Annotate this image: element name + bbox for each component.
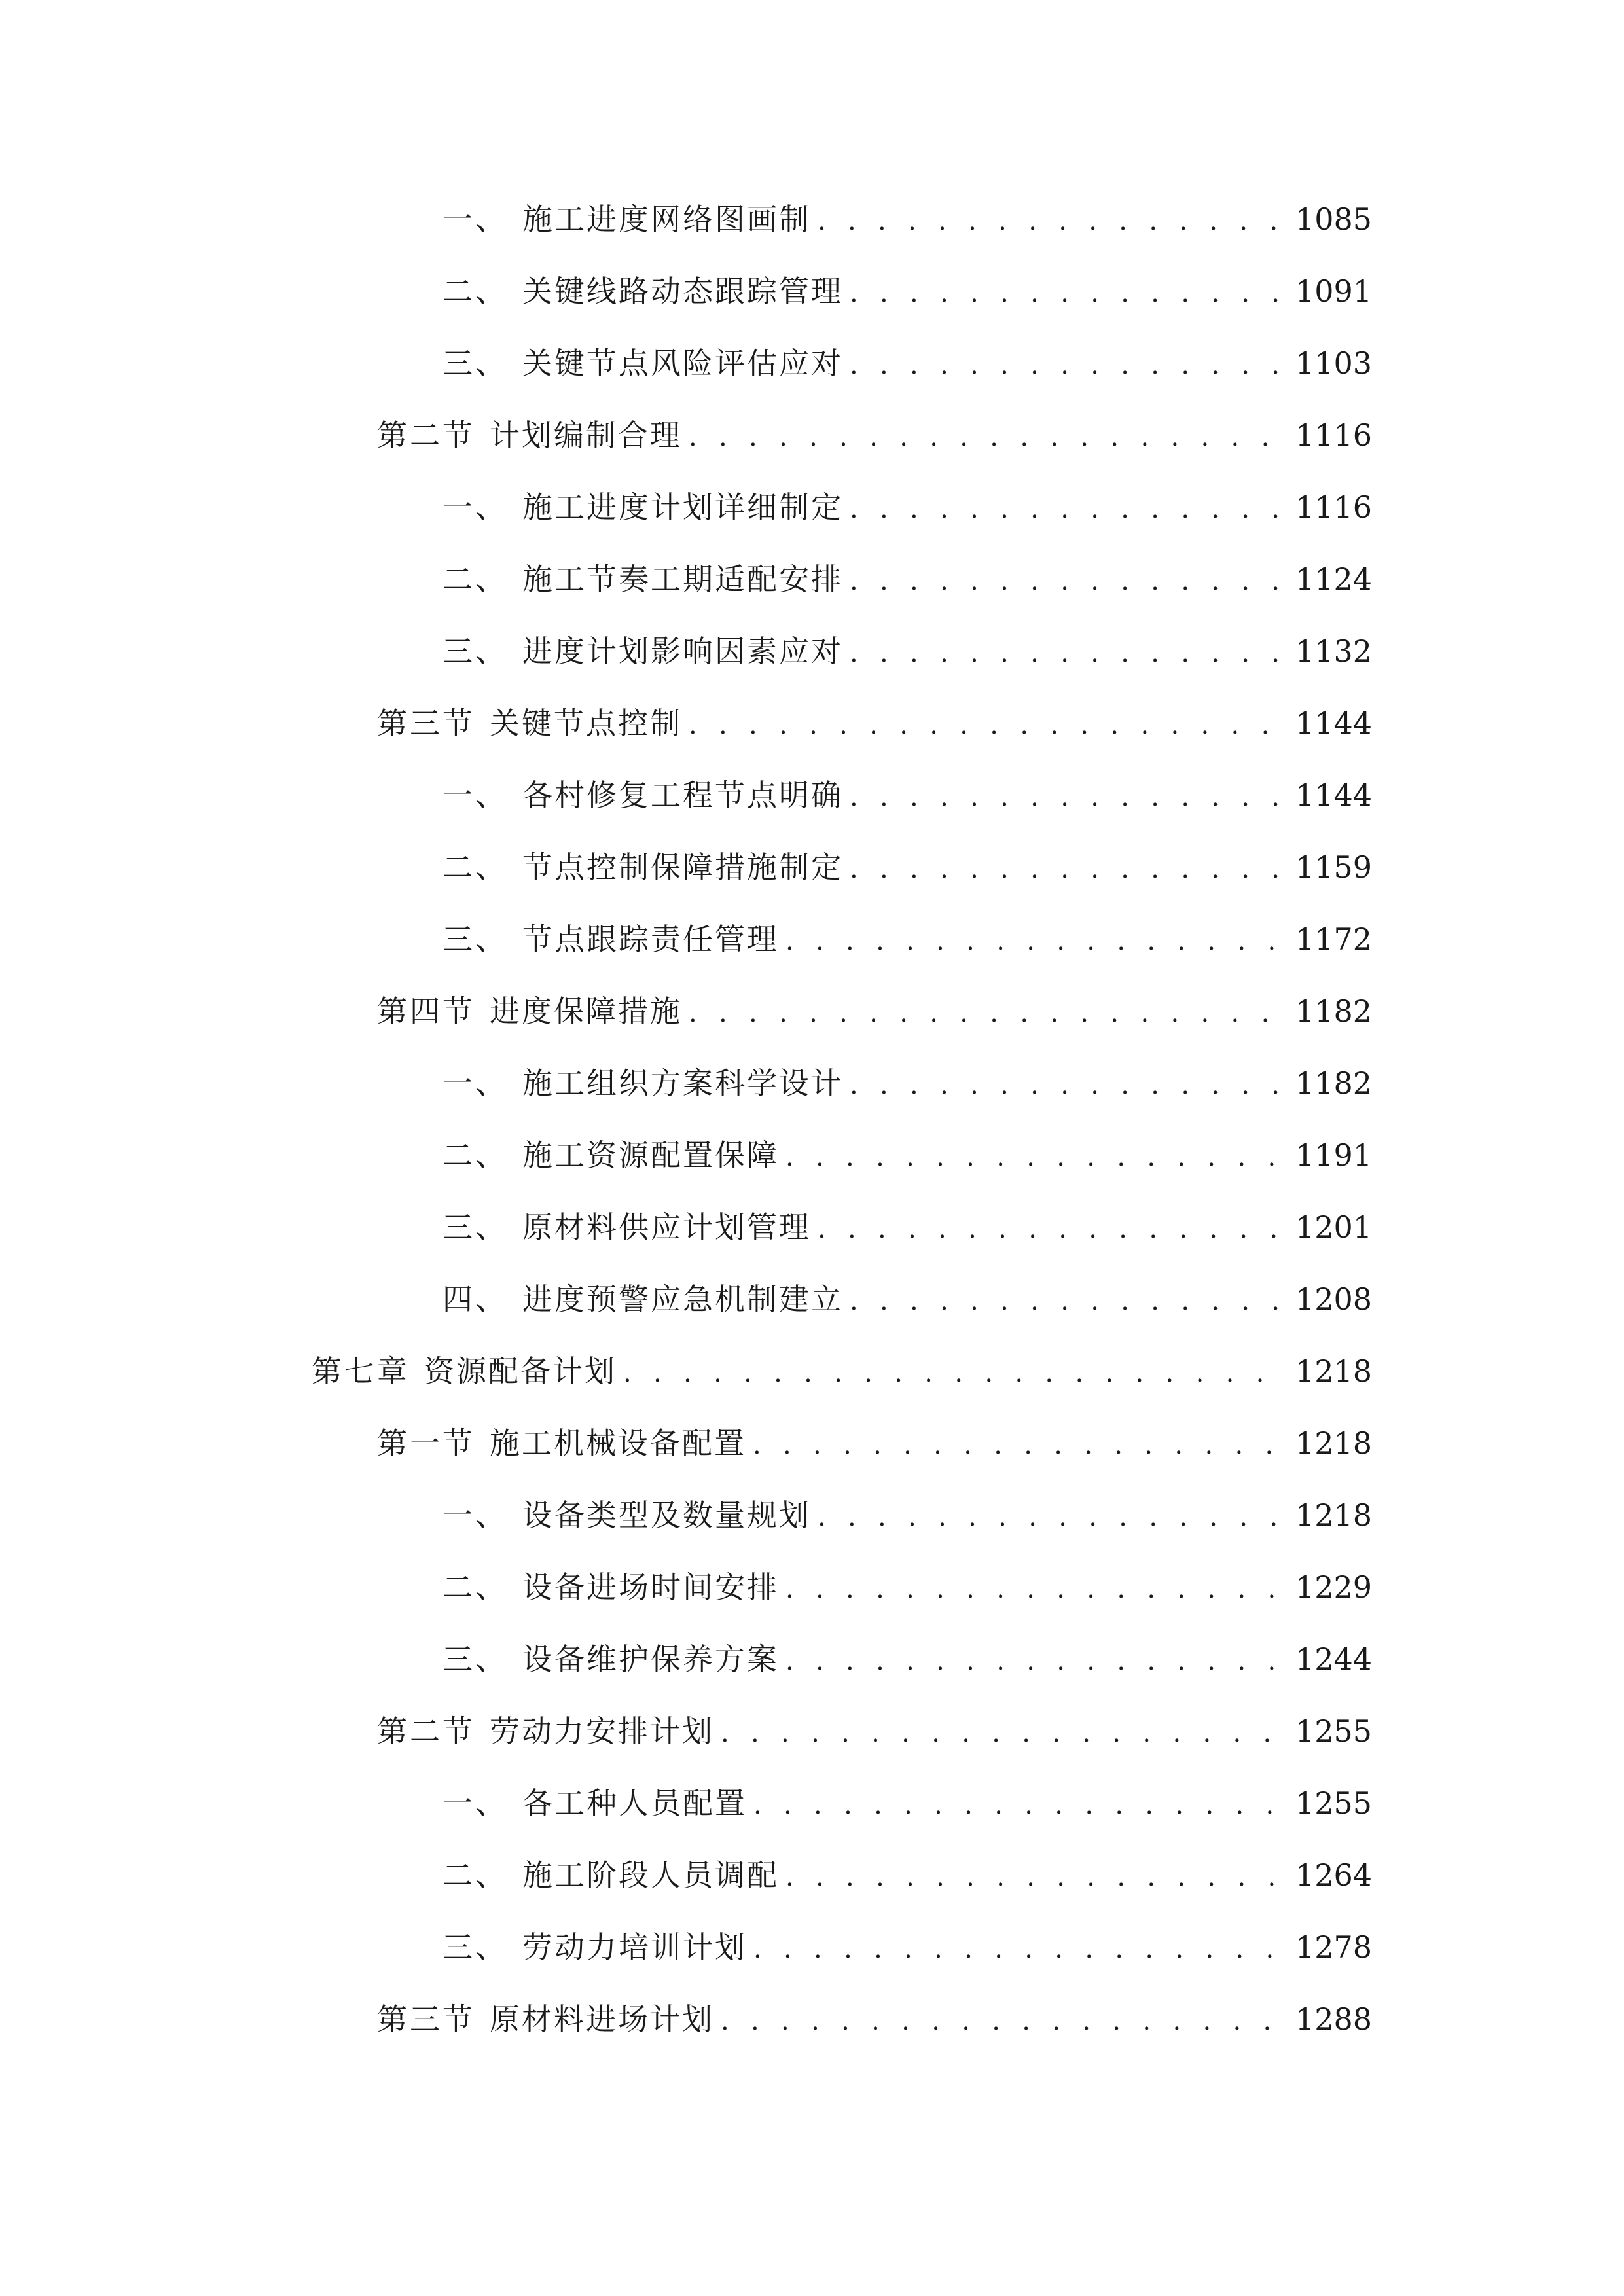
entry-page-number: 1132	[1295, 634, 1372, 669]
entry-title: 各工种人员配置	[522, 1785, 747, 1821]
entry-page-number: 1124	[1295, 562, 1372, 597]
entry-title: 各村修复工程节点明确	[522, 778, 843, 813]
entry-page-number: 1278	[1295, 1929, 1372, 1965]
toc-entry[interactable]	[442, 628, 1372, 674]
dot-leader	[753, 1926, 1286, 1972]
dot-leader	[785, 918, 1286, 964]
entry-title: 原材料进场计划	[490, 2001, 714, 2037]
toc-entry[interactable]	[442, 268, 1372, 314]
entry-page-number: 1172	[1295, 922, 1372, 957]
entry-number: 三、	[442, 346, 508, 381]
entry-page-number: 1191	[1295, 1138, 1372, 1173]
dot-leader	[818, 1494, 1286, 1540]
toc-entry[interactable]	[442, 1276, 1372, 1322]
entry-number: 第三节	[377, 706, 475, 741]
entry-page-number: 1182	[1295, 1066, 1372, 1101]
entry-number: 二、	[442, 1138, 508, 1173]
entry-title: 进度预警应急机制建立	[522, 1282, 843, 1317]
entry-title: 施工阶段人员调配	[522, 1857, 779, 1893]
entry-page-number: 1116	[1295, 418, 1372, 453]
entry-number: 二、	[442, 850, 508, 885]
entry-number: 三、	[442, 1210, 508, 1245]
entry-title: 设备维护保养方案	[522, 1641, 779, 1677]
entry-number: 二、	[442, 1570, 508, 1605]
dot-leader	[850, 1062, 1286, 1108]
entry-title: 节点跟踪责任管理	[522, 922, 779, 957]
dot-leader	[785, 1854, 1286, 1900]
entry-number: 一、	[442, 202, 508, 237]
toc-entry[interactable]	[377, 700, 1372, 746]
toc-entry[interactable]	[442, 916, 1372, 962]
entry-title: 施工组织方案科学设计	[522, 1066, 843, 1101]
toc-entry[interactable]	[442, 1852, 1372, 1898]
entry-number: 第一节	[377, 1426, 475, 1461]
entry-page-number: 1085	[1295, 202, 1372, 237]
entry-number: 一、	[442, 778, 508, 813]
toc-entry[interactable]	[312, 1348, 1372, 1394]
toc-entry[interactable]	[442, 1924, 1372, 1970]
entry-number: 第三节	[377, 2001, 475, 2037]
entry-number: 三、	[442, 1929, 508, 1965]
entry-title: 关键线路动态跟踪管理	[522, 274, 843, 309]
entry-page-number: 1218	[1295, 1354, 1372, 1389]
entry-title: 进度保障措施	[490, 994, 682, 1029]
entry-title: 施工机械设备配置	[490, 1426, 746, 1461]
dot-leader	[721, 1998, 1286, 2044]
toc-entry[interactable]	[442, 340, 1372, 386]
dot-leader	[689, 702, 1286, 748]
entry-page-number: 1288	[1295, 2001, 1372, 2037]
dot-leader	[785, 1566, 1286, 1612]
entry-page-number: 1159	[1295, 850, 1372, 885]
entry-page-number: 1218	[1295, 1498, 1372, 1533]
dot-leader	[785, 1638, 1286, 1684]
entry-number: 第二节	[377, 1713, 475, 1749]
toc-entry[interactable]	[442, 1204, 1372, 1250]
entry-title: 劳动力安排计划	[490, 1713, 714, 1749]
entry-number: 一、	[442, 1785, 508, 1821]
entry-number: 二、	[442, 562, 508, 597]
entry-title: 关键节点控制	[490, 706, 682, 741]
entry-title: 施工资源配置保障	[522, 1138, 779, 1173]
entry-number: 第二节	[377, 418, 475, 453]
entry-number: 第四节	[377, 994, 475, 1029]
toc-entry[interactable]	[442, 556, 1372, 602]
entry-number: 第七章	[312, 1354, 410, 1389]
toc-entry[interactable]	[442, 1492, 1372, 1538]
toc-entry[interactable]	[377, 412, 1372, 458]
toc-entry[interactable]	[377, 1420, 1372, 1466]
dot-leader	[689, 990, 1286, 1036]
entry-title: 资源配备计划	[424, 1354, 617, 1389]
entry-page-number: 1255	[1295, 1713, 1372, 1749]
dot-leader	[623, 1350, 1286, 1396]
dot-leader	[753, 1422, 1286, 1468]
toc-entry[interactable]	[442, 196, 1372, 242]
entry-page-number: 1229	[1295, 1570, 1372, 1605]
dot-leader	[850, 270, 1286, 316]
dot-leader	[689, 414, 1286, 460]
entry-title: 设备类型及数量规划	[522, 1498, 811, 1533]
dot-leader	[850, 1278, 1286, 1324]
dot-leader	[818, 1206, 1286, 1252]
entry-page-number: 1144	[1295, 706, 1372, 741]
toc-entry[interactable]	[377, 1996, 1372, 2042]
entry-page-number: 1264	[1295, 1857, 1372, 1893]
dot-leader	[850, 558, 1286, 604]
entry-page-number: 1208	[1295, 1282, 1372, 1317]
entry-number: 二、	[442, 1857, 508, 1893]
dot-leader	[850, 486, 1286, 532]
dot-leader	[818, 198, 1286, 244]
entry-page-number: 1091	[1295, 274, 1372, 309]
toc-entry[interactable]	[442, 1636, 1372, 1682]
toc-entry[interactable]	[442, 772, 1372, 818]
dot-leader	[721, 1710, 1286, 1756]
entry-page-number: 1244	[1295, 1641, 1372, 1677]
toc-entry[interactable]	[442, 1132, 1372, 1178]
entry-number: 二、	[442, 274, 508, 309]
entry-title: 施工进度网络图画制	[522, 202, 811, 237]
entry-page-number: 1218	[1295, 1426, 1372, 1461]
toc-entry[interactable]	[377, 988, 1372, 1034]
entry-page-number: 1182	[1295, 994, 1372, 1029]
entry-number: 三、	[442, 634, 508, 669]
toc-entry[interactable]	[442, 484, 1372, 530]
dot-leader	[753, 1782, 1286, 1828]
entry-title: 设备进场时间安排	[522, 1570, 779, 1605]
entry-number: 四、	[442, 1282, 508, 1317]
dot-leader	[850, 846, 1286, 892]
entry-page-number: 1116	[1295, 490, 1372, 525]
toc-entry[interactable]	[442, 1780, 1372, 1826]
entry-number: 一、	[442, 490, 508, 525]
entry-number: 三、	[442, 1641, 508, 1677]
entry-page-number: 1255	[1295, 1785, 1372, 1821]
dot-leader	[850, 630, 1286, 676]
entry-page-number: 1103	[1295, 346, 1372, 381]
entry-title: 关键节点风险评估应对	[522, 346, 843, 381]
dot-leader	[850, 342, 1286, 388]
entry-title: 计划编制合理	[490, 418, 682, 453]
entry-number: 一、	[442, 1498, 508, 1533]
entry-title: 节点控制保障措施制定	[522, 850, 843, 885]
dot-leader	[850, 774, 1286, 820]
entry-title: 劳动力培训计划	[522, 1929, 747, 1965]
entry-title: 施工节奏工期适配安排	[522, 562, 843, 597]
entry-page-number: 1201	[1295, 1210, 1372, 1245]
entry-title: 原材料供应计划管理	[522, 1210, 811, 1245]
toc-entry[interactable]	[377, 1708, 1372, 1754]
entry-title: 进度计划影响因素应对	[522, 634, 843, 669]
entry-page-number: 1144	[1295, 778, 1372, 813]
toc-entry[interactable]	[442, 1060, 1372, 1106]
entry-number: 一、	[442, 1066, 508, 1101]
entry-title: 施工进度计划详细制定	[522, 490, 843, 525]
dot-leader	[785, 1134, 1286, 1180]
toc-entry[interactable]	[442, 1564, 1372, 1610]
toc-entry[interactable]	[442, 844, 1372, 890]
entry-number: 三、	[442, 922, 508, 957]
